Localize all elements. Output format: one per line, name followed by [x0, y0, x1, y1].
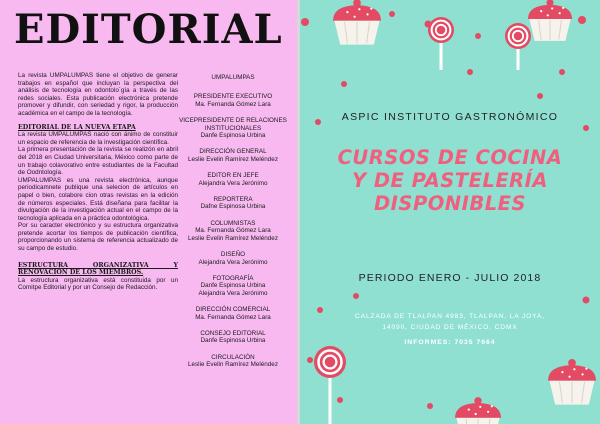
staff-entry [178, 251, 288, 266]
cupcake-icon [528, 0, 572, 41]
candy-dot-icon [389, 11, 395, 17]
candy-dot-icon [559, 69, 565, 75]
staff-entry [178, 117, 288, 139]
staff-name: Dafne Espinosa Urbina [200, 203, 266, 211]
staff-name: Alejandra Vera Jerónimo [198, 289, 268, 297]
staff-role: CONSEJO EDITORIAL [200, 329, 266, 337]
staff-entry [178, 330, 288, 345]
staff-role: FOTOGRAFÍA [212, 274, 254, 282]
staff-entry [178, 275, 288, 297]
staff-name: Danfe Espinosa Urbina [200, 337, 266, 345]
staff-role: DIRECCIÓN GENERAL [199, 148, 267, 156]
paragraph: La primera presentación de la revista se realizón en abril del 2018 en Ciudad Universitaria, México como parte de un trabajo colavorativo entre estudiantes de la Facultad de Oodntología. [18, 146, 178, 177]
courses-headline-line: CURSOS DE COCINA [337, 146, 563, 169]
editorial-title: EDITORIAL [14, 6, 283, 53]
magazine-name: UMPALUMPAS [211, 74, 255, 81]
candy-dot-icon [301, 18, 309, 26]
staff-list [178, 93, 288, 368]
staff-role: EDITOR EN JEFE [207, 172, 259, 180]
staff-entry [178, 306, 288, 321]
staff-name: Danfe Espinosa Urbina [200, 282, 266, 290]
staff-role: VICEPRESIDENTE DE RELACIONES INSTITUCIONALES [179, 117, 287, 132]
section-heading-new-stage: EDITORIAL DE LA NUEVA ETAPA [18, 123, 136, 131]
candy-dot-icon [475, 33, 481, 39]
section-heading-structure: ESTRUCTURA ORGANIZATIVA Y RENOVACIÓN DE LOS MIEMBROS. [18, 261, 178, 277]
address [326, 311, 574, 333]
staff-name: Ma. Fernanda Gómez Lara [195, 313, 271, 321]
editorial-panel [0, 0, 297, 424]
paragraph: La estructura organizativa está constituida por un Comitpe Editorial y por un Consejo de Redacción. [18, 276, 178, 292]
lollipops [314, 17, 531, 424]
staff-entry [178, 172, 288, 187]
candy-dot-icon [578, 16, 586, 24]
lollipop-icon [505, 23, 531, 70]
paragraph: UMPALUMPAS es una revista electrónica, aunque periodicamnete publique una selecion de artículos en papel o bien, colabore cion otras revistas en la edición de números especiales. Está diseñana para facilitar la divulgación de la investigación actual en el campo de la tecnología aplicada en a práctica odontológica. [18, 176, 178, 222]
staff-role: CIRCULACIÓN [211, 353, 255, 361]
staff-role: PRESIDENTE EXECUTIVO [193, 93, 273, 101]
staff-name: Leslie Evelin Ramírez Meléndez [188, 155, 278, 163]
lollipop-icon [314, 346, 346, 424]
staff-role: DIRECCIÓN COMERCIAL [195, 306, 271, 314]
editorial-text-column [18, 72, 178, 292]
courses-headline-line: DISPONIBLES [373, 192, 527, 215]
staff-name: Danfe Espinosa Urbina [200, 132, 266, 140]
candy-dot-icon [583, 125, 589, 131]
candy-dot-icon [317, 307, 323, 313]
staff-role: COLUMNISTAS [210, 219, 256, 227]
candy-dot-icon [467, 69, 473, 75]
staff-entry [178, 93, 288, 108]
lollipop-icon [428, 17, 454, 70]
staff-entry [178, 220, 288, 242]
staff-name: Alejandra Vera Jerónimo [198, 179, 268, 187]
cupcake-icon [333, 0, 381, 45]
staff-name: Ma. Fernanda Gómez Lara [195, 227, 271, 235]
staff-name: Alejandra Vera Jerónimo [198, 258, 268, 266]
staff-entry [178, 354, 288, 369]
staff-column [178, 74, 288, 378]
candy-dot-icon [341, 81, 347, 87]
contact-info: INFORMES: 7035 7664 [404, 339, 496, 346]
staff-name: Ma. Fernanda Gómez Lara [195, 100, 271, 108]
staff-name: Leslie Evelin Ramírez Meléndez [188, 234, 278, 242]
candy-dot-icon [337, 397, 343, 403]
candy-dot-icon [427, 403, 433, 409]
candy-dot-icon [537, 93, 543, 99]
courses-headline [300, 146, 600, 215]
address-line: CALZADA DE TLALPAN 4983, TLALPAN, LA JOYA, [354, 313, 545, 320]
paragraph: La revista UMPALUMPAS nació con ánimo de constituir un espacio de referencia de la investigación científica. [18, 131, 178, 146]
school-name: ASPIC INSTITUTO GASTRONÓMICO [341, 111, 559, 123]
cupcake-icon [548, 359, 596, 405]
staff-entry [178, 196, 288, 211]
cupcake-icon [455, 397, 501, 424]
intro-paragraph: La revista UMPALUMPAS tiene el objetivo de generar trabajos en español que incluyan la perspectiva del análisis de tecnología en odontolo´gía a través de las redes sociales. Esta publicación electrónica pretende promover y difundir, con seriedad y rigor, la producción académica en el campo de la tecnología. [18, 72, 178, 117]
course-period: PERIODO ENERO - JULIO 2018 [358, 272, 542, 284]
candy-dot-icon [307, 357, 313, 363]
staff-role: DISEÑO [220, 251, 246, 259]
candy-dot-icon [583, 297, 590, 304]
staff-entry [178, 148, 288, 163]
candy-dot-icon [353, 293, 359, 299]
paragraph: Por su caracter electrónico y su estructura organizativa pretende acortar los tiempos de publicación científica, proporcionando un sistema de referencia actualizado de su campo de estudio. [18, 222, 178, 253]
staff-role: REPORTERA [213, 196, 253, 204]
address-line: 14090, CIUDAD DE MÉXICO, CDMX [382, 324, 518, 331]
courses-headline-line: Y DE PASTELERÍA [351, 169, 549, 192]
staff-name: Leslie Evelin Ramírez Meléndez [188, 361, 278, 369]
